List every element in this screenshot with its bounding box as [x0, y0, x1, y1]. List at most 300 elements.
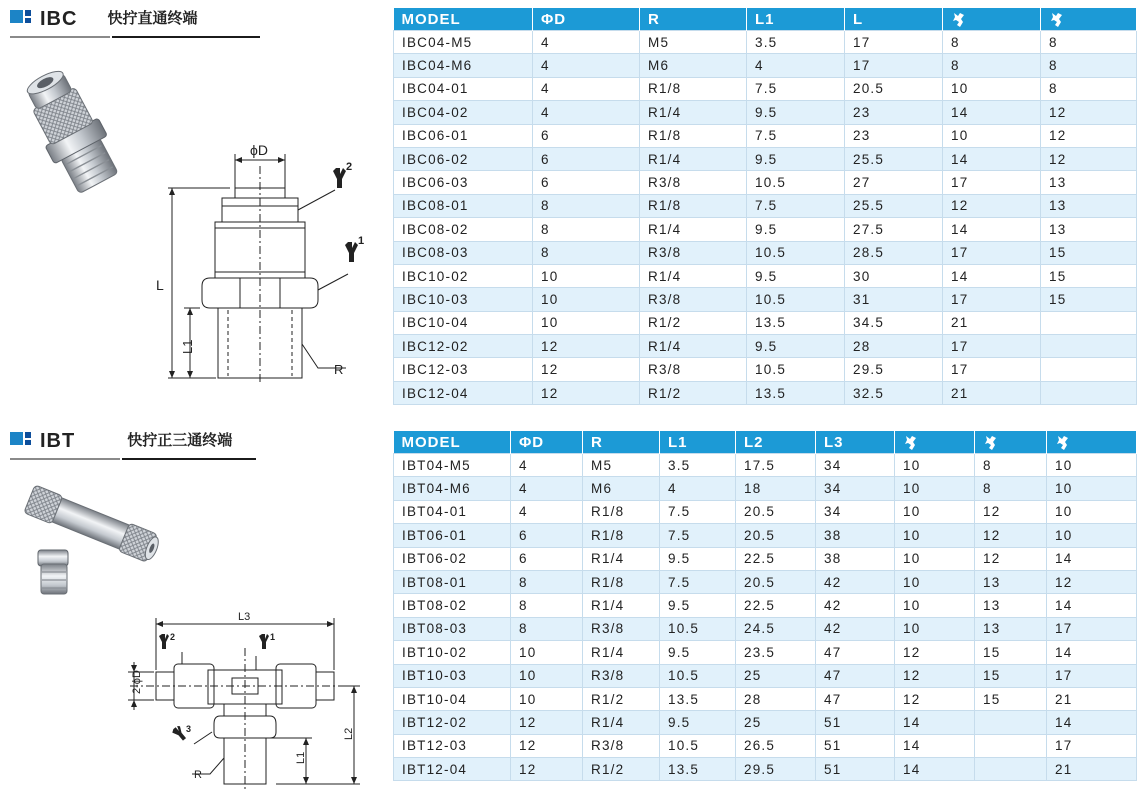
table-cell: 28 [845, 335, 943, 358]
table-cell: IBC10-04 [394, 311, 533, 334]
table-cell: R3/8 [583, 664, 660, 687]
section-logo-icon [10, 432, 32, 452]
table-cell: 14 [943, 264, 1041, 287]
table-cell: R1/2 [583, 687, 660, 710]
table-cell: R1/4 [640, 218, 747, 241]
table-cell: 10 [511, 664, 583, 687]
table-cell: R1/4 [640, 264, 747, 287]
table-cell: R1/4 [583, 594, 660, 617]
table-cell [975, 711, 1047, 734]
ibc-col-header: MODEL [394, 8, 533, 31]
table-cell: 17 [1047, 734, 1137, 757]
ibc-col-wrench-1-icon [943, 8, 1041, 31]
table-cell: IBT08-01 [394, 570, 511, 593]
ibt-wrench-2-label: 2 [170, 632, 176, 642]
table-cell: 12 [975, 500, 1047, 523]
ibt-code: IBT [40, 430, 76, 452]
table-cell: 15 [975, 641, 1047, 664]
table-cell: R1/2 [640, 311, 747, 334]
table-row [394, 617, 1137, 640]
ibc-table-header [394, 8, 1137, 31]
table-cell: IBT06-02 [394, 547, 511, 570]
ibt-col-wrench-3-icon [1047, 431, 1137, 454]
table-cell: 31 [845, 288, 943, 311]
table-cell: 10 [895, 570, 975, 593]
ibt-technical-drawing [120, 608, 370, 794]
table-cell: 51 [816, 711, 895, 734]
table-cell: 8 [511, 617, 583, 640]
table-row [394, 758, 1137, 781]
ibt-dim-2phid: 2-ϕD [131, 670, 143, 694]
table-cell: 14 [943, 218, 1041, 241]
table-cell: 12 [1041, 147, 1137, 170]
table-cell: 12 [533, 335, 640, 358]
table-row [394, 454, 1137, 477]
table-cell: 12 [895, 641, 975, 664]
table-cell: R3/8 [640, 171, 747, 194]
table-cell: 10.5 [660, 664, 736, 687]
table-cell: IBT12-02 [394, 711, 511, 734]
wrench-3-icon [1055, 435, 1071, 451]
table-cell: 9.5 [747, 264, 845, 287]
table-cell: 20.5 [736, 570, 816, 593]
table-cell: 8 [1041, 54, 1137, 77]
table-cell: 12 [511, 711, 583, 734]
table-cell: 10 [943, 77, 1041, 100]
table-row [394, 687, 1137, 710]
table-cell: 10.5 [747, 171, 845, 194]
table-cell: 14 [1047, 711, 1137, 734]
table-cell: 14 [1047, 641, 1137, 664]
table-cell: 9.5 [660, 547, 736, 570]
table-row [394, 358, 1137, 381]
table-cell: 6 [533, 147, 640, 170]
table-cell: 10.5 [660, 617, 736, 640]
table-cell: 13 [975, 570, 1047, 593]
table-row [394, 101, 1137, 124]
table-cell [1041, 335, 1137, 358]
table-cell: R1/4 [640, 147, 747, 170]
table-cell: R1/8 [583, 524, 660, 547]
table-cell: 6 [533, 171, 640, 194]
table-cell: 13.5 [660, 687, 736, 710]
table-row [394, 171, 1137, 194]
ibc-header-rule [10, 36, 110, 38]
table-cell: 8 [943, 54, 1041, 77]
table-cell: 22.5 [736, 547, 816, 570]
table-cell: IBT10-02 [394, 641, 511, 664]
table-cell [975, 734, 1047, 757]
table-cell: 13 [1041, 194, 1137, 217]
table-cell: 17 [943, 288, 1041, 311]
wrench-2-icon [1049, 12, 1065, 28]
table-row [394, 594, 1137, 617]
ibc-spec-table [393, 8, 1137, 405]
table-cell: R1/8 [640, 194, 747, 217]
table-cell: 47 [816, 641, 895, 664]
table-cell: 9.5 [660, 594, 736, 617]
table-cell: 15 [975, 664, 1047, 687]
ibt-dim-l2: L2 [343, 727, 355, 740]
ibt-dim-l3: L3 [238, 611, 251, 623]
table-cell: IBT10-04 [394, 687, 511, 710]
table-cell: IBC06-02 [394, 147, 533, 170]
table-cell: 17 [1047, 664, 1137, 687]
table-cell: 15 [1041, 241, 1137, 264]
ibt-title-cn: 快拧正三通终端 [127, 432, 233, 449]
table-cell: 10.5 [747, 288, 845, 311]
table-cell: M6 [640, 54, 747, 77]
table-cell: 24.5 [736, 617, 816, 640]
table-cell: 4 [533, 54, 640, 77]
table-cell: 12 [975, 547, 1047, 570]
table-cell: IBT06-01 [394, 524, 511, 547]
table-cell: 12 [511, 758, 583, 781]
ibc-dim-l: L [156, 277, 164, 293]
ibt-dim-r: R [194, 769, 202, 781]
ibt-dim-l1: L1 [295, 751, 307, 764]
table-cell: 9.5 [747, 147, 845, 170]
table-cell: 47 [816, 687, 895, 710]
ibt-wrench-3-label: 3 [186, 724, 192, 734]
table-cell: R1/8 [583, 570, 660, 593]
table-cell: 23.5 [736, 641, 816, 664]
table-cell: IBT04-M6 [394, 477, 511, 500]
table-cell: 6 [533, 124, 640, 147]
table-cell: 20.5 [736, 500, 816, 523]
table-cell: IBC08-03 [394, 241, 533, 264]
table-row [394, 31, 1137, 54]
ibt-col-header: L2 [736, 431, 816, 454]
table-cell: 21 [943, 311, 1041, 334]
table-cell: 9.5 [747, 218, 845, 241]
table-cell: 23 [845, 124, 943, 147]
table-row [394, 477, 1137, 500]
ibc-title-cn: 快拧直通终端 [107, 10, 198, 27]
table-cell: 15 [1041, 264, 1137, 287]
table-cell: M5 [640, 31, 747, 54]
table-cell: IBC06-03 [394, 171, 533, 194]
table-cell: 12 [533, 381, 640, 404]
ibc-col-wrench-2-icon [1041, 8, 1137, 31]
table-cell: IBT12-03 [394, 734, 511, 757]
table-cell: R3/8 [583, 734, 660, 757]
table-cell: IBC08-02 [394, 218, 533, 241]
ibt-col-header: MODEL [394, 431, 511, 454]
table-cell: 17 [943, 171, 1041, 194]
table-row [394, 194, 1137, 217]
table-cell: 51 [816, 758, 895, 781]
table-cell: 12 [511, 734, 583, 757]
table-cell: 34 [816, 454, 895, 477]
table-cell: 4 [660, 477, 736, 500]
table-cell: 34.5 [845, 311, 943, 334]
ibc-technical-drawing [150, 138, 380, 388]
table-cell: 18 [736, 477, 816, 500]
table-cell: 7.5 [660, 570, 736, 593]
table-cell: R3/8 [583, 617, 660, 640]
table-cell: 10 [895, 594, 975, 617]
table-cell: IBC04-01 [394, 77, 533, 100]
table-cell: 12 [895, 687, 975, 710]
table-cell: 14 [943, 147, 1041, 170]
table-cell: 13 [1041, 171, 1137, 194]
table-cell: IBC04-M6 [394, 54, 533, 77]
table-cell: R1/8 [640, 77, 747, 100]
ibc-header-rule-dark [112, 36, 260, 38]
table-row [394, 241, 1137, 264]
ibc-dim-r: R [334, 362, 344, 377]
table-row [394, 664, 1137, 687]
table-cell: 21 [1047, 758, 1137, 781]
table-cell: 10 [1047, 454, 1137, 477]
table-cell: 9.5 [660, 641, 736, 664]
table-cell: 29.5 [845, 358, 943, 381]
ibt-wrench-1-label: 1 [270, 632, 276, 642]
ibc-product-photo [12, 48, 172, 208]
table-cell: 9.5 [660, 711, 736, 734]
table-cell: 10 [943, 124, 1041, 147]
table-cell: 17 [845, 31, 943, 54]
table-cell: IBC12-03 [394, 358, 533, 381]
table-row [394, 311, 1137, 334]
table-row [394, 641, 1137, 664]
table-cell: IBT10-03 [394, 664, 511, 687]
table-cell: 8 [533, 241, 640, 264]
ibt-col-header: L3 [816, 431, 895, 454]
table-cell: 7.5 [660, 500, 736, 523]
table-cell: 10 [895, 617, 975, 640]
table-cell: 25 [736, 664, 816, 687]
table-cell: 17 [1047, 617, 1137, 640]
ibt-section-header [10, 430, 232, 452]
table-cell: 14 [895, 734, 975, 757]
table-cell: 10.5 [660, 734, 736, 757]
table-cell: 10 [511, 641, 583, 664]
table-cell: 27.5 [845, 218, 943, 241]
ibc-code: IBC [40, 8, 78, 30]
table-cell: IBC06-01 [394, 124, 533, 147]
table-cell: 17 [943, 241, 1041, 264]
table-cell: IBC08-01 [394, 194, 533, 217]
table-cell: 6 [511, 547, 583, 570]
table-cell: 14 [1047, 594, 1137, 617]
table-cell: 12 [943, 194, 1041, 217]
wrench-1-icon [951, 12, 967, 28]
table-cell: 17 [943, 335, 1041, 358]
table-cell: R3/8 [640, 241, 747, 264]
ibc-section-header [10, 8, 197, 30]
table-cell: 10 [511, 687, 583, 710]
table-cell: 32.5 [845, 381, 943, 404]
table-cell: R1/2 [640, 381, 747, 404]
table-cell: 9.5 [747, 335, 845, 358]
table-cell: 29.5 [736, 758, 816, 781]
table-cell: IBT12-04 [394, 758, 511, 781]
ibc-col-header: ΦD [533, 8, 640, 31]
table-cell: 12 [1041, 124, 1137, 147]
table-cell: R1/4 [583, 711, 660, 734]
table-cell [975, 758, 1047, 781]
table-cell: 6 [511, 524, 583, 547]
table-cell [1041, 358, 1137, 381]
table-cell: 38 [816, 524, 895, 547]
table-cell: R3/8 [640, 288, 747, 311]
table-cell: 51 [816, 734, 895, 757]
ibc-dim-phid: ϕD [250, 142, 268, 158]
table-cell: 21 [1047, 687, 1137, 710]
table-cell: 9.5 [747, 101, 845, 124]
table-cell: 10 [895, 454, 975, 477]
table-cell: 13 [1041, 218, 1137, 241]
table-cell: 8 [943, 31, 1041, 54]
table-cell: 4 [747, 54, 845, 77]
table-cell: IBT04-M5 [394, 454, 511, 477]
table-cell: 15 [1041, 288, 1137, 311]
table-cell: 8 [1041, 31, 1137, 54]
table-cell: 15 [975, 687, 1047, 710]
table-cell: M6 [583, 477, 660, 500]
ibt-col-header: L1 [660, 431, 736, 454]
table-cell: 10 [895, 524, 975, 547]
table-cell: 27 [845, 171, 943, 194]
table-cell: 42 [816, 570, 895, 593]
table-cell: 10 [895, 500, 975, 523]
table-cell: IBC10-03 [394, 288, 533, 311]
ibc-dim-l1: L1 [180, 339, 195, 354]
table-cell: 8 [511, 594, 583, 617]
table-cell: 13 [975, 617, 1047, 640]
table-cell: 10 [895, 477, 975, 500]
table-cell: 7.5 [747, 77, 845, 100]
table-cell: 42 [816, 617, 895, 640]
table-cell: IBC10-02 [394, 264, 533, 287]
table-cell: R1/8 [640, 124, 747, 147]
ibt-spec-table [393, 431, 1137, 781]
table-cell: R3/8 [640, 358, 747, 381]
table-cell: 14 [895, 711, 975, 734]
ibt-product-photo [8, 470, 168, 610]
table-cell: M5 [583, 454, 660, 477]
wrench-1-icon [903, 435, 919, 451]
table-cell: 8 [533, 218, 640, 241]
table-row [394, 734, 1137, 757]
table-cell: 17 [845, 54, 943, 77]
table-cell: IBT08-02 [394, 594, 511, 617]
table-cell: 4 [533, 101, 640, 124]
table-cell: 8 [511, 570, 583, 593]
table-cell: IBC04-M5 [394, 31, 533, 54]
table-cell: 13.5 [747, 381, 845, 404]
ibt-table-header [394, 431, 1137, 454]
table-cell: 10.5 [747, 358, 845, 381]
ibt-col-header: R [583, 431, 660, 454]
table-cell: R1/4 [640, 101, 747, 124]
table-cell: 7.5 [660, 524, 736, 547]
table-cell: IBC12-02 [394, 335, 533, 358]
table-cell: 20.5 [736, 524, 816, 547]
table-cell [1041, 311, 1137, 334]
table-cell: 7.5 [747, 194, 845, 217]
table-cell: 34 [816, 500, 895, 523]
ibc-wrench-2-label: 2 [346, 161, 353, 173]
ibc-wrench-1-label: 1 [358, 235, 365, 247]
table-cell: 12 [1041, 101, 1137, 124]
table-cell: 10 [1047, 477, 1137, 500]
table-cell: 13.5 [747, 311, 845, 334]
table-cell: R1/2 [583, 758, 660, 781]
ibc-col-header: L [845, 8, 943, 31]
ibt-col-wrench-2-icon [975, 431, 1047, 454]
table-row [394, 335, 1137, 358]
table-cell: 17.5 [736, 454, 816, 477]
table-cell: 4 [511, 477, 583, 500]
table-cell: 10 [533, 311, 640, 334]
wrench-2-icon [983, 435, 999, 451]
table-cell: 17 [943, 358, 1041, 381]
section-logo-icon [10, 10, 32, 30]
table-cell: R1/4 [583, 641, 660, 664]
table-cell: 21 [943, 381, 1041, 404]
table-cell [1041, 381, 1137, 404]
table-row [394, 77, 1137, 100]
table-cell: 14 [1047, 547, 1137, 570]
ibt-header-rule [10, 458, 120, 460]
table-row [394, 147, 1137, 170]
table-cell: 25 [736, 711, 816, 734]
table-cell: 7.5 [747, 124, 845, 147]
table-row [394, 547, 1137, 570]
table-cell: 8 [975, 454, 1047, 477]
table-cell: 38 [816, 547, 895, 570]
table-row [394, 124, 1137, 147]
table-cell: 10 [533, 264, 640, 287]
table-row [394, 570, 1137, 593]
table-cell: 25.5 [845, 147, 943, 170]
table-cell: R1/8 [583, 500, 660, 523]
table-cell: 4 [511, 454, 583, 477]
table-cell: 12 [895, 664, 975, 687]
table-cell: 28.5 [845, 241, 943, 264]
table-cell: 4 [533, 77, 640, 100]
table-cell: 25.5 [845, 194, 943, 217]
table-cell: 20.5 [845, 77, 943, 100]
table-cell: IBC12-04 [394, 381, 533, 404]
table-row [394, 711, 1137, 734]
table-cell: 3.5 [747, 31, 845, 54]
table-cell: 8 [1041, 77, 1137, 100]
table-cell: 3.5 [660, 454, 736, 477]
table-cell: 22.5 [736, 594, 816, 617]
table-cell: 8 [975, 477, 1047, 500]
table-row [394, 500, 1137, 523]
table-row [394, 524, 1137, 547]
table-cell: 42 [816, 594, 895, 617]
table-row [394, 288, 1137, 311]
ibc-col-header: R [640, 8, 747, 31]
table-cell: 30 [845, 264, 943, 287]
table-cell: 28 [736, 687, 816, 710]
table-cell: 4 [533, 31, 640, 54]
table-cell: 34 [816, 477, 895, 500]
ibc-col-header: L1 [747, 8, 845, 31]
table-row [394, 264, 1137, 287]
table-cell: 12 [533, 358, 640, 381]
table-cell: 23 [845, 101, 943, 124]
ibt-header-rule-dark [122, 458, 256, 460]
table-cell: 12 [1047, 570, 1137, 593]
table-cell: 47 [816, 664, 895, 687]
